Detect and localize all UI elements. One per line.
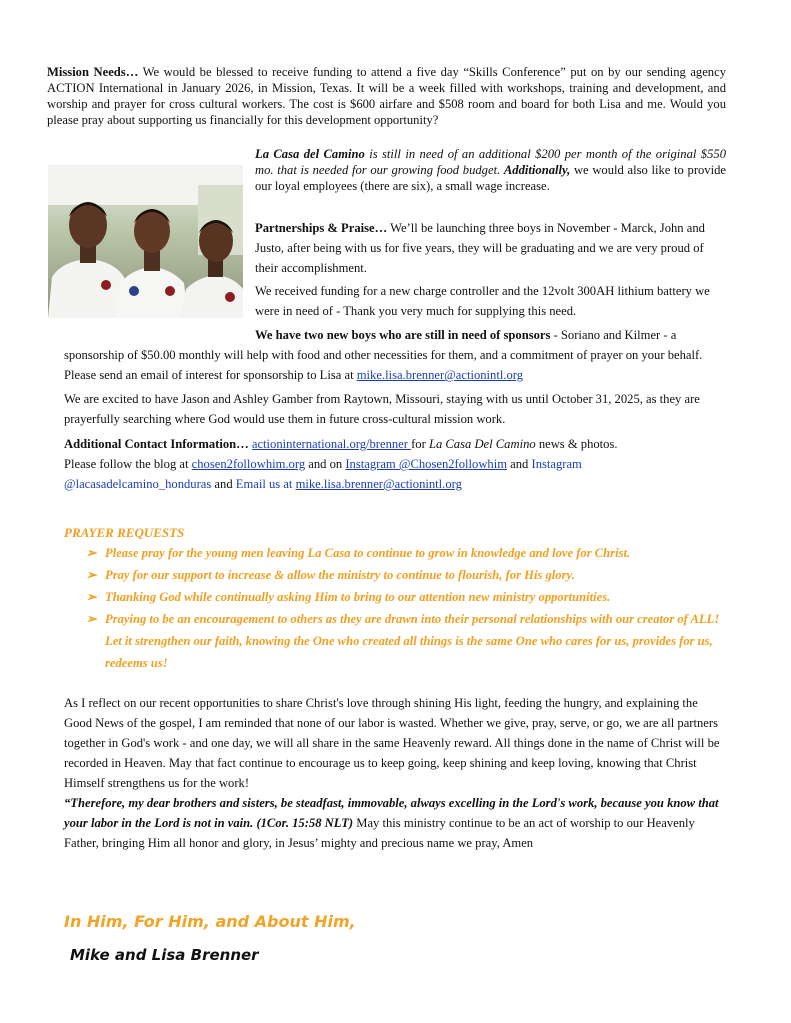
- partnerships-heading: Partnerships & Praise…: [255, 221, 388, 235]
- casa-additionally: Additionally,: [503, 163, 571, 177]
- mission-needs-paragraph: [47, 64, 726, 128]
- prayer-requests-list: [86, 542, 726, 674]
- reflection-closing: May this ministry continue to be an act of worship to our Heavenly Father, bringing Him all honor and glory, in Jesus’ mighty and precious name we pray, Amen: [64, 816, 695, 850]
- arrow-bullet-icon: ➢: [86, 546, 97, 560]
- action-international-link[interactable]: actioninternational.org/brenner: [251, 437, 412, 451]
- contact-paragraph: [64, 434, 728, 494]
- reflection-body: As I reflect on our recent opportunities to share Christ's love through shining His light, feeding the hungry, and explaining the Good News of the gospel, I am reminded that none of our labor is wasted. Whether we give, pray, serve, or go, we are all partners together in God's work - and one day, we will all share in the same Heavenly reward. All things done in the name of Christ will be recorded in Heaven. May that fact continue to encourage us to keep going, keep shining and keep loving, knowing that Christ Himself strengthens us for the work!: [64, 696, 720, 790]
- instagram-lacasa-handle[interactable]: @lacasadelcamino_honduras: [64, 477, 212, 491]
- sponsors-heading: We have two new boys who are still in need of sponsors: [255, 328, 551, 342]
- contact-follow-text: Please follow the blog at: [64, 457, 192, 471]
- contact-news-text: news & photos.: [535, 437, 618, 451]
- arrow-bullet-icon: ➢: [86, 590, 97, 604]
- mission-needs-body: We would be blessed to receive funding to attend a five day “Skills Conference” put on by our sending agency ACTION International in January 2026, in Mission, Texas. It will be a week filled with workshops, training and development, and worship and prayer for cross cultural workers. The cost is $600 airfare and $508 room and board for both Lisa and me. Would you please pray about supporting us financially for this development opportunity?: [47, 65, 726, 127]
- contact-for-text: for: [411, 437, 429, 451]
- prayer-requests-title: PRAYER REQUESTS: [64, 525, 185, 540]
- funding-paragraph: We received funding for a new charge controller and the 12volt 300AH lithium battery we were in need of - Thank you very much for supplying this need.: [255, 284, 710, 318]
- casa-paragraph: [255, 146, 726, 194]
- gamber-paragraph: We are excited to have Jason and Ashley Gamber from Raytown, Missouri, staying with us until October 31, 2025, as they are prayerfully searching where God would use them in future cross-cultural mission work.: [64, 392, 700, 426]
- prayer-item: ➢ Please pray for the young men leaving La Casa to continue to grow in knowledge and love for Christ.: [86, 542, 726, 564]
- casa-text1: is still in need of an additional $200 per month of the original $550 mo. that is needed for our growing food budget.: [255, 147, 726, 177]
- contact-and-on: and on: [305, 457, 346, 471]
- contact-heading: Additional Contact Information…: [64, 437, 249, 451]
- email-us-label: Email us at: [235, 477, 296, 491]
- contact-and-1: and: [507, 457, 532, 471]
- reflection-paragraph: [64, 693, 728, 853]
- prayer-item: ➢ Thanking God while continually asking Him to bring to our attention new ministry opportunities.: [86, 586, 726, 608]
- scripture-quote: “Therefore, my dear brothers and sisters, be steadfast, immovable, always excelling in the Lord's work, because you know that your labor in the Lord is not in vain. (1Cor. 15:58 NLT): [64, 796, 719, 830]
- arrow-bullet-icon: ➢: [86, 568, 97, 582]
- partnerships-body: We’ll be launching three boys in November - Marck, John and Justo, after being with us for five years, they will be graduating and we are very proud of their accomplishment.: [255, 221, 705, 275]
- signature-line-1: In Him, For Him, and About Him,: [64, 912, 356, 931]
- blog-link[interactable]: chosen2followhim.org: [191, 457, 306, 471]
- contact-email-link[interactable]: mike.lisa.brenner@actionintl.org: [295, 477, 462, 491]
- prayer-item: ➢ Pray for our support to increase & allow the ministry to continue to flourish, for His glory.: [86, 564, 726, 586]
- casa-text2: we would also like to provide our loyal employees (there are six), a small wage increase.: [255, 163, 726, 193]
- instagram-label: Instagram: [531, 457, 582, 471]
- sponsors-email-link[interactable]: mike.lisa.brenner@actionintl.org: [356, 368, 524, 382]
- contact-and-2: and: [211, 477, 236, 491]
- sponsors-paragraph: [64, 325, 728, 385]
- boys-photo: [48, 165, 243, 318]
- instagram-chosen-link[interactable]: Instagram @Chosen2followhim: [345, 457, 508, 471]
- contact-casa-name: La Casa Del Camino: [428, 437, 536, 451]
- photo-illustration: [48, 165, 243, 318]
- signature-names: Mike and Lisa Brenner: [70, 946, 259, 964]
- mission-needs-heading: Mission Needs…: [47, 65, 139, 79]
- partnerships-paragraph: [255, 218, 726, 278]
- sponsors-body: - Soriano and Kilmer - a sponsorship of $50.00 monthly will help with food and other necessities for them, and a commitment of prayer on your behalf. Please send an email of interest for sponsorship to Lisa at: [64, 328, 703, 382]
- casa-name: La Casa del Camino: [255, 147, 365, 161]
- prayer-item: ➢ Praying to be an encouragement to others as they are drawn into their personal relationships with our creator of ALL! Let it strengthen our faith, knowing the One who created all things is the same One who cares for us, provides for us, redeems us!: [86, 608, 726, 674]
- arrow-bullet-icon: ➢: [86, 612, 97, 626]
